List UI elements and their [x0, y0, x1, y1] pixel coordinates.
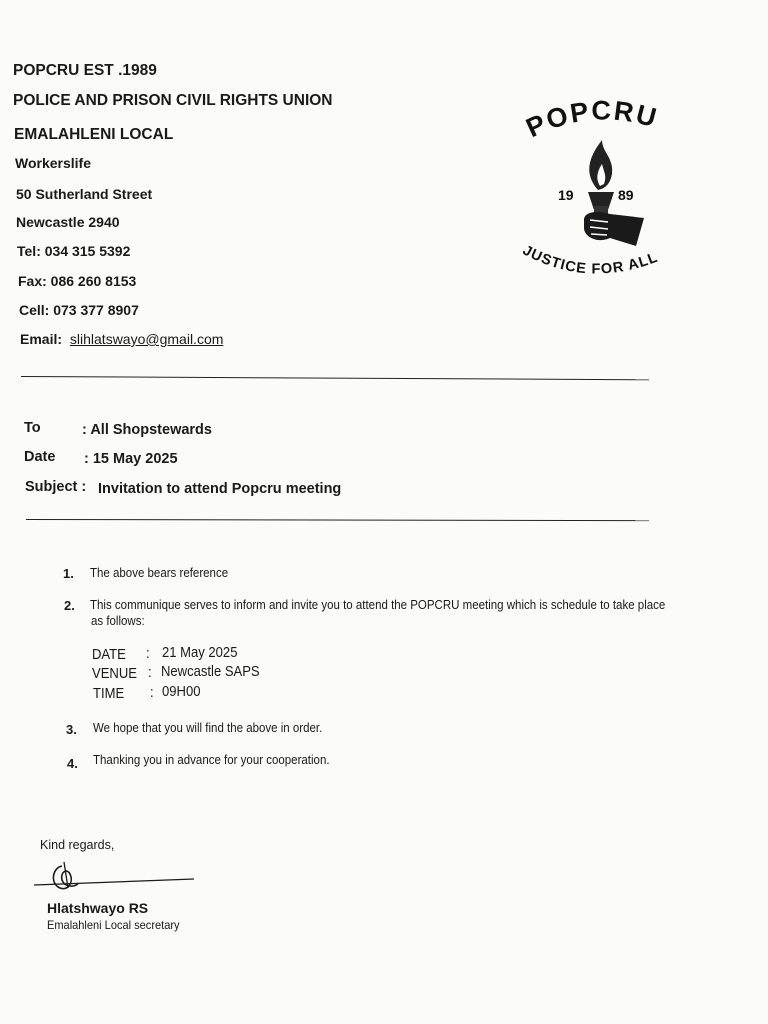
contact-tel: Tel: 034 315 5392	[17, 243, 131, 259]
hand-icon	[584, 212, 644, 246]
detail-venue-sep: :	[148, 665, 152, 681]
memo-to-value: : All Shopstewards	[82, 422, 212, 438]
memo-date-label: Date	[24, 449, 56, 465]
contact-email-row	[20, 331, 223, 347]
memo-date-value: : 15 May 2025	[84, 451, 178, 467]
memo-to-label: To	[24, 420, 41, 436]
item-2-text: This communique serves to inform and invite you to attend the POPCRU meeting which is schedule to take place	[90, 598, 666, 612]
detail-time-sep: :	[150, 685, 154, 701]
detail-venue-label: VENUE	[92, 666, 137, 682]
org-local-branch: EMALAHLENI LOCAL	[14, 126, 174, 143]
address-street: 50 Sutherland Street	[16, 186, 153, 202]
detail-date-label: DATE	[92, 647, 126, 663]
detail-time-value: 09H00	[162, 684, 201, 700]
closing-salutation: Kind regards,	[40, 838, 115, 852]
item-3-text: We hope that you will find the above in order.	[93, 721, 323, 735]
logo-year-left: 19	[558, 187, 574, 203]
signature-image	[34, 858, 199, 894]
logo-name-text: POPCRU	[521, 100, 662, 144]
memo-subject-label: Subject :	[25, 479, 87, 495]
contact-fax: Fax: 086 260 8153	[18, 273, 137, 289]
item-1-number: 1.	[63, 566, 74, 581]
logo-year-right: 89	[618, 187, 634, 203]
item-4-number: 4.	[67, 756, 78, 771]
item-2-text-continued: as follows:	[91, 614, 145, 628]
email-link[interactable]: slihlatswayo@gmail.com	[69, 331, 224, 347]
item-3-number: 3.	[66, 722, 77, 737]
detail-date-sep: :	[146, 646, 150, 662]
contact-cell: Cell: 073 377 8907	[19, 302, 139, 318]
header-divider	[21, 376, 649, 380]
popcru-logo	[510, 100, 700, 300]
org-full-name: POLICE AND PRISON CIVIL RIGHTS UNION	[13, 92, 333, 109]
item-2-number: 2.	[64, 598, 75, 613]
logo-graphic	[510, 100, 700, 300]
signer-name: Hlatshwayo RS	[47, 900, 149, 916]
detail-venue-value: Newcastle SAPS	[161, 664, 260, 680]
item-1-text: The above bears reference	[90, 566, 229, 580]
signer-title: Emalahleni Local secretary	[47, 918, 180, 932]
memo-divider	[26, 519, 649, 521]
email-label: Email:	[20, 331, 63, 347]
org-established: POPCRU EST .1989	[13, 62, 157, 79]
memo-subject-value: Invitation to attend Popcru meeting	[98, 481, 342, 497]
address-city: Newcastle 2940	[16, 214, 120, 230]
item-4-text: Thanking you in advance for your cooperation.	[93, 753, 330, 767]
address-building: Workerslife	[15, 155, 91, 171]
detail-date-value: 21 May 2025	[162, 645, 238, 661]
detail-time-label: TIME	[93, 686, 125, 702]
logo-motto-text: JUSTICE FOR ALL	[519, 242, 661, 278]
